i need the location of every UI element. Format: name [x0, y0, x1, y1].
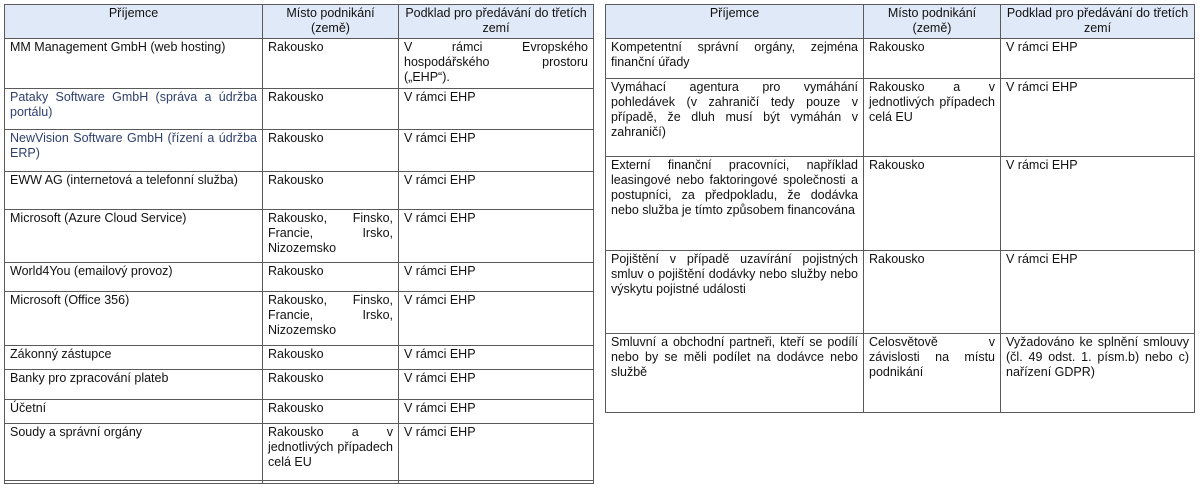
header-row — [5, 5, 594, 39]
place-cell: Rakousko — [864, 251, 1001, 334]
table-row — [5, 89, 594, 130]
place-cell: Rakousko — [263, 346, 399, 370]
table-row — [606, 251, 1195, 334]
recipient-cell: Smluvní a obchodní partneři, kteří se podílí nebo by se měli podílet na dodávce nebo službě — [606, 334, 864, 413]
place-cell: Rakousko — [263, 263, 399, 292]
header-place: Místo podnikání (země) — [263, 5, 399, 39]
basis-cell: V rámci EHP — [399, 400, 594, 424]
recipient-link[interactable]: NewVision Software GmbH (řízení a údržba ERP) — [10, 131, 257, 160]
place-cell: Rakousko — [263, 130, 399, 172]
recipient-cell: EWW AG (internetová a telefonní služba) — [5, 172, 263, 210]
recipient-cell — [5, 89, 263, 130]
basis-cell: V rámci EHP — [399, 172, 594, 210]
table-row — [5, 292, 594, 346]
recipient-cell: World4You (emailový provoz) — [5, 263, 263, 292]
header-basis: Podklad pro předávání do třetích zemí — [399, 5, 594, 39]
place-cell: Rakousko, Finsko, Francie, Irsko, Nizozemsko — [263, 210, 399, 263]
recipient-cell: Soudy a správní orgány — [5, 424, 263, 481]
table-row — [5, 424, 594, 481]
table-row — [5, 346, 594, 370]
table-row — [606, 39, 1195, 79]
table-row — [5, 39, 594, 89]
basis-cell: V rámci EHP — [399, 424, 594, 481]
place-cell: Rakousko, Finsko, Francie, Irsko, Nizozemsko — [263, 292, 399, 346]
basis-cell: V rámci EHP — [399, 346, 594, 370]
recipients-table-left — [4, 4, 594, 484]
table-row — [5, 130, 594, 172]
place-cell: Rakousko a v jednotlivých případech celá EU — [263, 424, 399, 481]
basis-cell: V rámci EHP — [399, 210, 594, 263]
header-row — [606, 5, 1195, 39]
table-row — [5, 263, 594, 292]
header-place: Místo podnikání (země) — [864, 5, 1001, 39]
basis-cell: V rámci EHP — [1001, 79, 1195, 157]
table-row — [5, 210, 594, 263]
basis-cell: V rámci EHP — [1001, 157, 1195, 251]
place-cell: Rakousko — [263, 39, 399, 89]
basis-cell: V rámci EHP — [1001, 251, 1195, 334]
table-row — [5, 172, 594, 210]
basis-cell: V rámci Evropského hospodářského prostoru („EHP“). — [399, 39, 594, 89]
recipient-cell: Pojištění v případě uzavírání pojistných smluv o pojištění dodávky nebo služby nebo výskytu pojistné události — [606, 251, 864, 334]
recipient-cell: Kompetentní správní orgány, zejména finanční úřady — [606, 39, 864, 79]
basis-cell: V rámci EHP — [399, 370, 594, 400]
table-row — [606, 79, 1195, 157]
header-basis: Podklad pro předávání do třetích zemí — [1001, 5, 1195, 39]
basis-cell: V rámci EHP — [399, 292, 594, 346]
place-cell: Rakousko — [263, 172, 399, 210]
place-cell: Rakousko — [263, 89, 399, 130]
table-row — [5, 400, 594, 424]
table-row — [606, 334, 1195, 413]
recipient-cell: Zákonný zástupce — [5, 346, 263, 370]
recipient-cell: Microsoft (Office 356) — [5, 292, 263, 346]
place-cell: Rakousko — [263, 370, 399, 400]
recipient-cell: Microsoft (Azure Cloud Service) — [5, 210, 263, 263]
recipient-cell: Vymáhací agentura pro vymáhání pohledávek (v zahraničí tedy pouze v případě, že dluh musí být vymáhán v zahraničí) — [606, 79, 864, 157]
place-cell: Rakousko — [864, 39, 1001, 79]
place-cell: Rakousko — [864, 157, 1001, 251]
recipient-cell — [5, 130, 263, 172]
place-cell: Rakousko — [263, 400, 399, 424]
basis-cell: V rámci EHP — [399, 130, 594, 172]
recipient-cell: Účetní — [5, 400, 263, 424]
place-cell: Rakousko a v jednotlivých případech celá EU — [864, 79, 1001, 157]
table-row — [5, 370, 594, 400]
header-recipient: Příjemce — [5, 5, 263, 39]
basis-cell: V rámci EHP — [399, 89, 594, 130]
header-recipient: Příjemce — [606, 5, 864, 39]
table-row-cutoff — [5, 481, 594, 484]
recipient-link[interactable]: Pataky Software GmbH (správa a údržba portálu) — [10, 90, 257, 119]
basis-cell: V rámci EHP — [1001, 39, 1195, 79]
basis-cell: V rámci EHP — [399, 263, 594, 292]
recipient-cell: Banky pro zpracování plateb — [5, 370, 263, 400]
table-row — [606, 157, 1195, 251]
recipient-cell: MM Management GmbH (web hosting) — [5, 39, 263, 89]
place-cell: Celosvětově v závislosti na místu podnikání — [864, 334, 1001, 413]
recipient-cell: Externí finanční pracovníci, například leasingové nebo faktoringové společnosti a postupníci, za předpokladu, že dodávka nebo služba je tímto způsobem financována — [606, 157, 864, 251]
basis-cell: Vyžadováno ke splnění smlouvy (čl. 49 odst. 1. písm.b) nebo c) nařízení GDPR) — [1001, 334, 1195, 413]
recipients-table-right — [605, 4, 1195, 413]
